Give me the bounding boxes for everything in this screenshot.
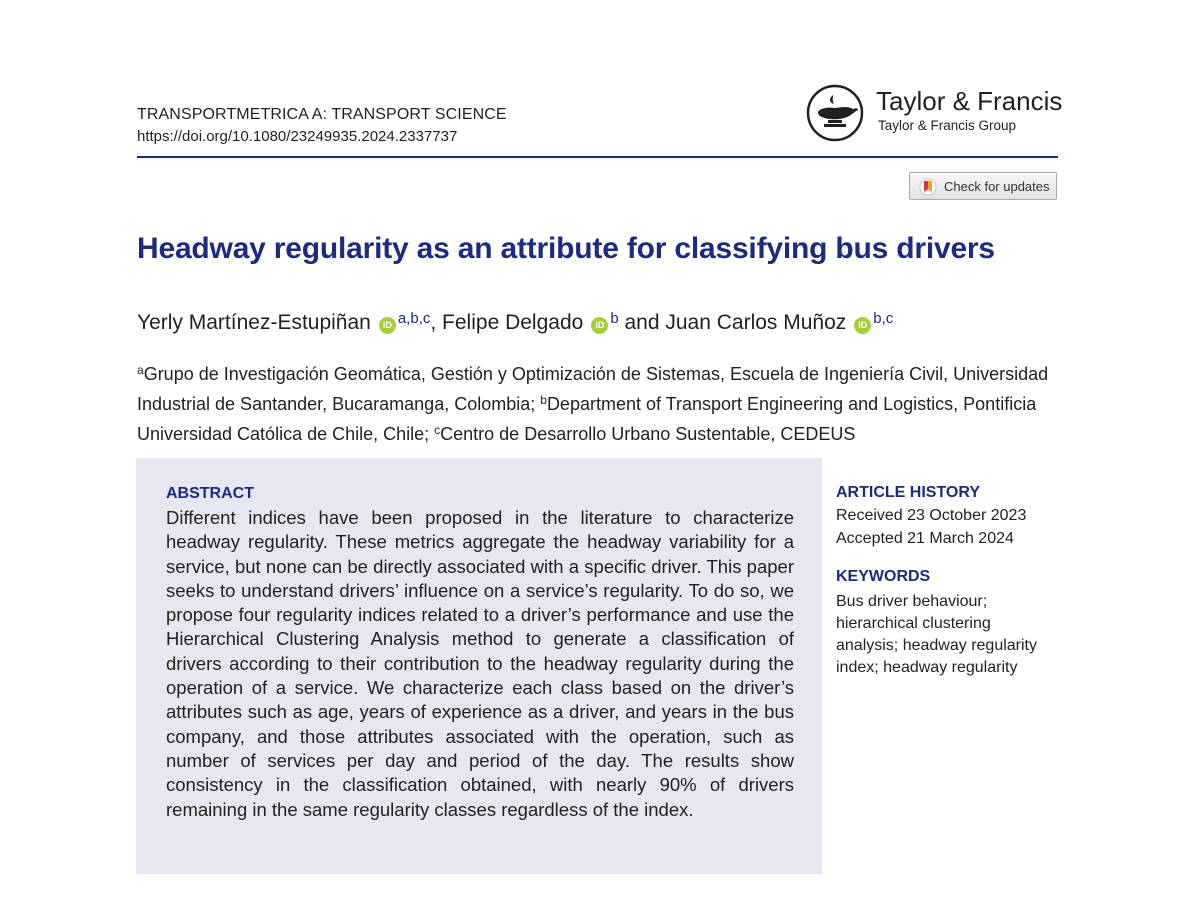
orcid-icon[interactable]: iD: [379, 317, 396, 334]
author-separator: ,: [430, 311, 443, 334]
abstract-box: [136, 458, 822, 874]
paper-title: Headway regularity as an attribute for classifying bus drivers: [137, 232, 995, 265]
received-date: Received 23 October 2023: [836, 507, 1027, 524]
header-divider: [137, 156, 1058, 158]
author-name[interactable]: Felipe Delgado: [442, 311, 584, 334]
publisher-name: Taylor & Francis: [876, 86, 1063, 116]
orcid-icon[interactable]: iD: [591, 317, 608, 334]
affiliations: [137, 357, 1062, 447]
author-affiliation-marks[interactable]: b,c: [873, 310, 894, 327]
check-for-updates-button[interactable]: [909, 172, 1057, 200]
article-history-heading: ARTICLE HISTORY: [836, 484, 981, 501]
abstract-text: Different indices have been proposed in the literature to characterize headway regularity. These metrics aggregate the headway variability for a service, but none can be directly associated with a specific driver. This paper seeks to understand drivers’ influence on a service’s regularity. To do so, we propose four regularity indices related to a driver’s performance and use the Hierarchical Clustering Analysis method to generate a classification of drivers according to their contribution to the headway regularity during the operation of a service. We characterize each class based on the driver’s attributes such as age, years of experience as a driver, and years in the bus company, and those attributes associated with the operation, such as number of services per day and period of the day. The results show consistency in the classification obtained, with nearly 90% of drivers remaining in the same regularity classes regardless of the index.: [166, 507, 794, 820]
affiliation-mark: c: [434, 423, 441, 437]
author-affiliation-marks[interactable]: a,b,c: [397, 310, 431, 327]
author-list: [137, 310, 893, 335]
author-separator: and: [618, 311, 666, 334]
journal-name: TRANSPORTMETRICA A: TRANSPORT SCIENCE: [137, 106, 507, 123]
affiliation-text: Department of Transport Engineering and Logistics, Pontificia Universidad Católica de Chile, Chile;: [137, 394, 1037, 444]
lamp-logo-icon: [806, 82, 868, 142]
check-updates-icon: [919, 178, 937, 196]
affiliation-mark: a: [137, 363, 144, 377]
author-name[interactable]: Juan Carlos Muñoz: [665, 311, 847, 334]
abstract-heading: ABSTRACT: [166, 485, 254, 502]
orcid-icon[interactable]: iD: [854, 317, 871, 334]
check-updates-label: Check for updates: [944, 179, 1050, 194]
affiliation-mark: b: [540, 393, 547, 407]
author-affiliation-marks[interactable]: b: [610, 310, 619, 327]
publisher-group: Taylor & Francis Group: [878, 118, 1017, 133]
affiliation-text: Centro de Desarrollo Urbano Sustentable, CEDEUS: [440, 424, 856, 444]
author-name[interactable]: Yerly Martínez-Estupiñan: [137, 311, 371, 334]
keywords-list: Bus driver behaviour; hierarchical clustering analysis; headway regularity index; headway regularity: [836, 593, 1037, 676]
accepted-date: Accepted 21 March 2024: [836, 530, 1014, 547]
doi-link[interactable]: https://doi.org/10.1080/23249935.2024.2337737: [137, 128, 458, 145]
publisher-logo[interactable]: [806, 82, 1061, 142]
affiliation-text: Grupo de Investigación Geomática, Gestión y Optimización de Sistemas, Escuela de Ingeniería Civil, Universidad Industrial de Santander, Bucaramanga, Colombia;: [137, 364, 1049, 414]
keywords-heading: KEYWORDS: [836, 568, 931, 585]
